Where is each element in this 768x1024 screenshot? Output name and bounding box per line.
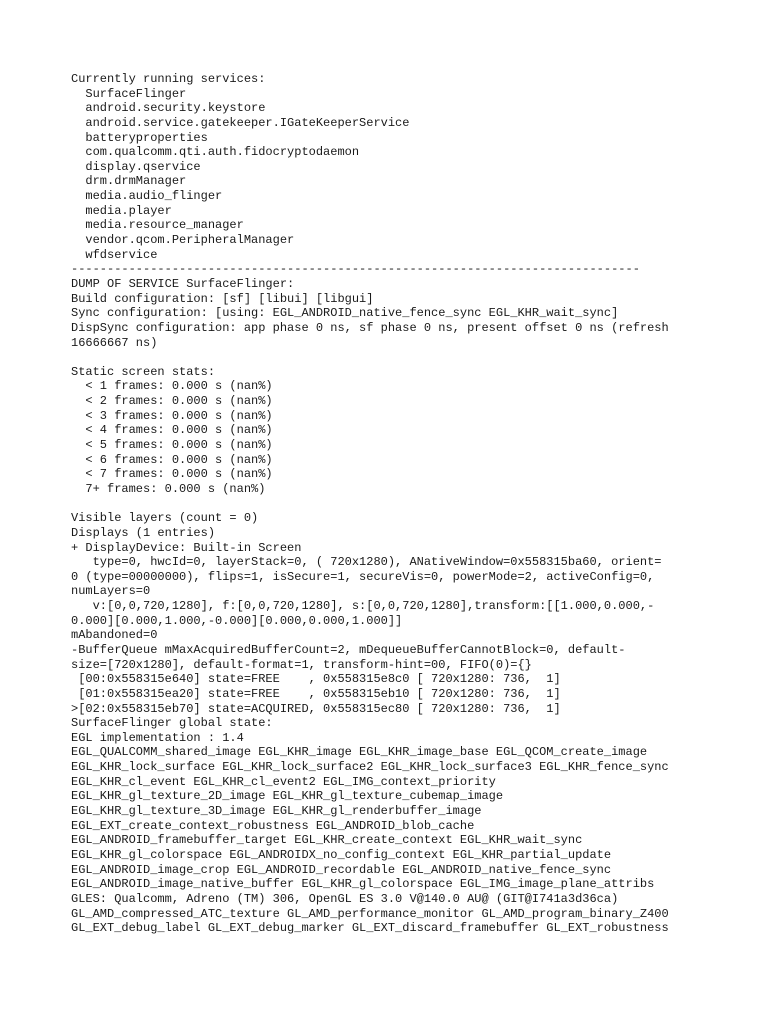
text-line: < 3 frames: 0.000 s (nan%) [71,408,273,423]
text-line: -BufferQueue mMaxAcquiredBufferCount=2, mDequeueBufferCannotBlock=0, default- [71,642,626,657]
text-line: Static screen stats: [71,364,216,379]
dumpsys-text [71,72,731,936]
text-line: [01:0x558315ea20] state=FREE , 0x558315eb10 [ 720x1280: 736, 1] [71,686,561,701]
text-line: DispSync configuration: app phase 0 ns, sf phase 0 ns, present offset 0 ns (refresh [71,320,669,335]
text-line: EGL_KHR_gl_colorspace EGL_ANDROIDX_no_config_context EGL_KHR_partial_update [71,847,612,862]
text-line: EGL_KHR_cl_event EGL_KHR_cl_event2 EGL_IMG_context_priority [71,774,496,789]
text-line [71,350,731,365]
text-line: < 7 frames: 0.000 s (nan%) [71,467,273,482]
text-line: com.qualcomm.qti.auth.fidocryptodaemon [71,145,360,160]
text-line: android.service.gatekeeper.IGateKeeperService [71,115,410,130]
text-line: EGL implementation : 1.4 [71,730,244,745]
text-line: numLayers=0 [71,584,151,599]
text-line [71,497,731,512]
text-line: < 6 frames: 0.000 s (nan%) [71,452,273,467]
text-line: SurfaceFlinger [71,86,187,101]
text-line: ------------------------------------------------------------------------------- [71,262,640,277]
text-line: batteryproperties [71,130,208,145]
text-line: android.security.keystore [71,101,266,116]
text-line: mAbandoned=0 [71,628,158,643]
text-line: drm.drmManager [71,174,187,189]
text-line: < 5 frames: 0.000 s (nan%) [71,438,273,453]
text-line: 16666667 ns) [71,335,158,350]
text-line: EGL_KHR_gl_texture_3D_image EGL_KHR_gl_renderbuffer_image [71,804,482,819]
text-line: Displays (1 entries) [71,525,216,540]
text-line: + DisplayDevice: Built-in Screen [71,540,302,555]
text-line: Currently running services: [71,72,266,86]
text-line: GL_EXT_debug_label GL_EXT_debug_marker GL_EXT_discard_framebuffer GL_EXT_robustness [71,921,669,936]
text-line: [00:0x558315e640] state=FREE , 0x558315e8c0 [ 720x1280: 736, 1] [71,672,561,687]
text-line: < 4 frames: 0.000 s (nan%) [71,423,273,438]
text-line: 7+ frames: 0.000 s (nan%) [71,481,266,496]
text-line: EGL_ANDROID_image_crop EGL_ANDROID_recordable EGL_ANDROID_native_fence_sync [71,862,612,877]
text-line: < 1 frames: 0.000 s (nan%) [71,379,273,394]
text-line: GLES: Qualcomm, Adreno (TM) 306, OpenGL ES 3.0 V@140.0 AU@ (GIT@I741a3d36ca) [71,891,619,906]
text-line: display.qservice [71,159,201,174]
text-line: < 2 frames: 0.000 s (nan%) [71,394,273,409]
text-line: type=0, hwcId=0, layerStack=0, ( 720x1280), ANativeWindow=0x558315ba60, orient= [71,555,662,570]
text-line: vendor.qcom.PeripheralManager [71,233,295,248]
text-line: GL_AMD_compressed_ATC_texture GL_AMD_performance_monitor GL_AMD_program_binary_Z400 [71,906,669,921]
text-line: SurfaceFlinger global state: [71,716,273,731]
text-line: EGL_ANDROID_image_native_buffer EGL_KHR_gl_colorspace EGL_IMG_image_plane_attribs [71,877,655,892]
text-line: EGL_EXT_create_context_robustness EGL_ANDROID_blob_cache [71,818,475,833]
text-line: EGL_ANDROID_framebuffer_target EGL_KHR_create_context EGL_KHR_wait_sync [71,833,583,848]
text-line: media.player [71,203,172,218]
text-line: >[02:0x558315eb70] state=ACQUIRED, 0x558315ec80 [ 720x1280: 736, 1] [71,701,561,716]
text-line: Visible layers (count = 0) [71,511,259,526]
text-line: EGL_KHR_lock_surface EGL_KHR_lock_surface2 EGL_KHR_lock_surface3 EGL_KHR_fence_sync [71,760,669,775]
text-line: 0.000][0.000,1.000,-0.000][0.000,0.000,1.000]] [71,613,403,628]
text-line: media.resource_manager [71,218,244,233]
text-line: size=[720x1280], default-format=1, transform-hint=00, FIFO(0)={} [71,657,532,672]
text-line: EGL_KHR_gl_texture_2D_image EGL_KHR_gl_texture_cubemap_image [71,789,504,804]
text-line: Sync configuration: [using: EGL_ANDROID_native_fence_sync EGL_KHR_wait_sync] [71,306,619,321]
text-line: v:[0,0,720,1280], f:[0,0,720,1280], s:[0,0,720,1280],transform:[[1.000,0.000,- [71,599,655,614]
text-line: wfdservice [71,247,158,262]
text-line: 0 (type=00000000), flips=1, isSecure=1, secureVis=0, powerMode=2, activeConfig=0, [71,569,655,584]
text-line: EGL_QUALCOMM_shared_image EGL_KHR_image EGL_KHR_image_base EGL_QCOM_create_image [71,745,648,760]
text-line: DUMP OF SERVICE SurfaceFlinger: [71,276,295,291]
text-line: Build configuration: [sf] [libui] [libgui] [71,291,374,306]
text-line: media.audio_flinger [71,189,223,204]
